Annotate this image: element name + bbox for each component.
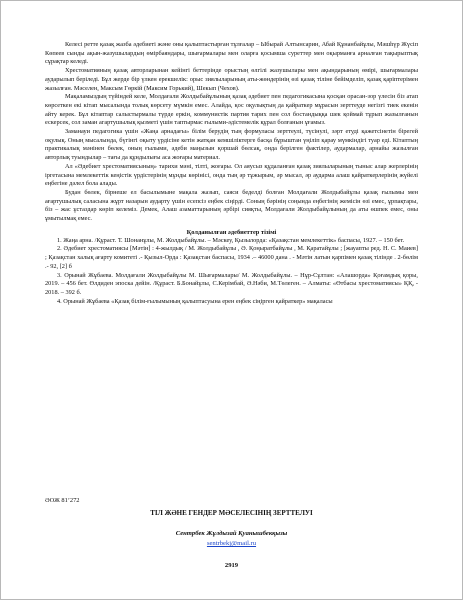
paragraph-1: Келесі ретте қазақ жазба әдебиеті және оны қалыптастырған тұлғалар – Ыбырай Алтынсарин, Абай Құнанбайұлы, Мәшһүр Жүсіп Көпеев сынды ақын-жазушылардың өмірбаяндары, шығармалары мен оларға қосымша суреттер мен оқырманға арналған тақырыптық сұрақтар келеді. [45, 41, 418, 66]
udk-code: ӘОЖ 81’272 [45, 497, 80, 504]
page-number: 2919 [224, 562, 239, 569]
paragraph-6: Будан бөлек, бірнеше ел басылымыне мақала жазып, саяси беделді болған Молдағали Жолдыбайұлы қазақ ғылымы мен ағартушылық саласына жұрт назарын аударту үшін есепсіз еңбек сіңірді. Соның бәрінің соңында еңбегінің жемісін өзі емес, ұрпақтары, біз – жас ұстаздар көріп келеміз. Демек, Алаш азаматтарының әрбірі сияқты, Молдағали Жолдыбайұлының да аты өшпек емес, оны ұмытылмақ емес. [45, 188, 418, 223]
references-title: Қолданылған әдебиеттер тізімі [186, 228, 277, 236]
reference-item: 4. Орынай Жұбаева «Қазақ білім-ғылымының қалыптасуына ерен еңбек сіңірген қайраткер» мақаласы [57, 297, 333, 305]
article-heading: ТІЛ ЖӘНЕ ГЕНДЕР МӘСЕЛЕСІНІҢ ЗЕРТТЕЛУІ [150, 509, 313, 517]
reference-item: 1. Жаңа арна. /Құраст. Т. Шонанұлы, М. Жолдыбайұлы. – Мәскеу, Қызылорда: «Қазақстан мемлекеттік» баспасы, 1927. – 150 бет. [57, 236, 405, 244]
reference-item: 2. Әдебиет хрестоматиясы [Мәтін] : 4-жылдық / М. Жолдыбайұлы , Ә. Қоңыратбайұлы , М. Қаратайұлы ; [жауапты ред. Н. С. Маиев] ; Қазақстан халық ағарту комитеті .- Қызыл-Орда : Қазақстан баспасы, 1934 .– 46000 дана . - Мәтін латын қарпімен қазақ тілінде . 2-бөлім .- 92, [2] б [45, 245, 418, 270]
author-name: Сентрбек Жұлдызай Қуанышбекқызы [175, 530, 288, 537]
paragraph-3: Мақаламыздың түйіндей келе, Молдағали Жолдыбайұлының қазақ әдебиет пен педагогикасына қосқан орасан-зор үлесін біз атап көрсеткен екі кітап мысалында толық көрсету мүмкін емес. Алайда, қос оқулықтың да қайраткер мұрасын зерттеуде негізгі тиек екенін айту керек. Бұл кітаптар салыстырмалы түрде еркін, коммунистік партия тарих пен сол бостандыққа шек қоймай тұрып жазылғанын ескерсек, сол заман агартушылық қызметі үшін таптырмас ғылыми-әдістемелік құрал болғанын ұғамыз. [45, 93, 418, 127]
author-email-link[interactable]: sentrbekj@mail.ru [206, 540, 257, 547]
references-list [45, 237, 418, 307]
article-body [45, 41, 418, 306]
paragraph-4: Заманауи педагогика үшін «Жаңа арнадағы» білім берудің тың формуласы зерттеулі, түсінулі, зәрт етуді қажетсінетін бірегей оқулық. Оның мысалында, бүгінгі оқыту үрдісіне кетін жатқан кемшіліктерге басқа бұрыштан үңіліп қарау мүмкіндігі туар еді. Кітаптың практикалық мәнінен бөлек, оның ғылыми, әдеби маңызын қоршай бөлсақ, онда берілген фактілер, аудармалар, арнайы жазылған авторлық туындылар – тағы да құндылығы аса жоғары материал. [45, 128, 418, 162]
paragraph-5: Ал «Әдебиет хрестоматиясының» тарихи мәні, тілті, жоғары. Ол аяусыз құдаланған қазақ зиялыларының тыныс алар жерлерінің іргетасына мемлекеттік кеңістік үрдістерінің мұнды көрінісі, онда тың әр тұжырым, әр мысал, әр аударма алаш қайраткерлерінің жүйелі еңбегіне дәлел бола алады. [45, 162, 418, 188]
reference-item: 3. Орынай Жұбаева. Молдағали Жолдыбайұлы М. Шығармалары/ М. Жолдыбайұлы. – Нұр-Сұлтан: «Алашорда» Қоғамдық қоры, 2019. – 456 бет. Өлдиден эпоска дейін. /Құраст. Б.Бонайұлы, С.Керімбай, Ә.Нәби, М.Төлеген. – Алматы: «Өтбасы хрестоматиясы» ҚҚ, - 2018. – 392 б. [45, 271, 418, 296]
paragraph-2: Хрестоматияның қазақ авторларынан кейінгі беттерінде орыстың өлгілі жазушылары мен ақындарының өмірі, шығармалары аударылып беріледі. Бұл жерде бір үлкен ерекшелік: орыс зиялыларының аты-жөндерінің өзі қазақ тіліне бейімделіп, қазақ қаріптерімен жазылған. Мәселен, Максым Гөркій (Максим Горький), Шекып (Чехов). [45, 67, 418, 92]
